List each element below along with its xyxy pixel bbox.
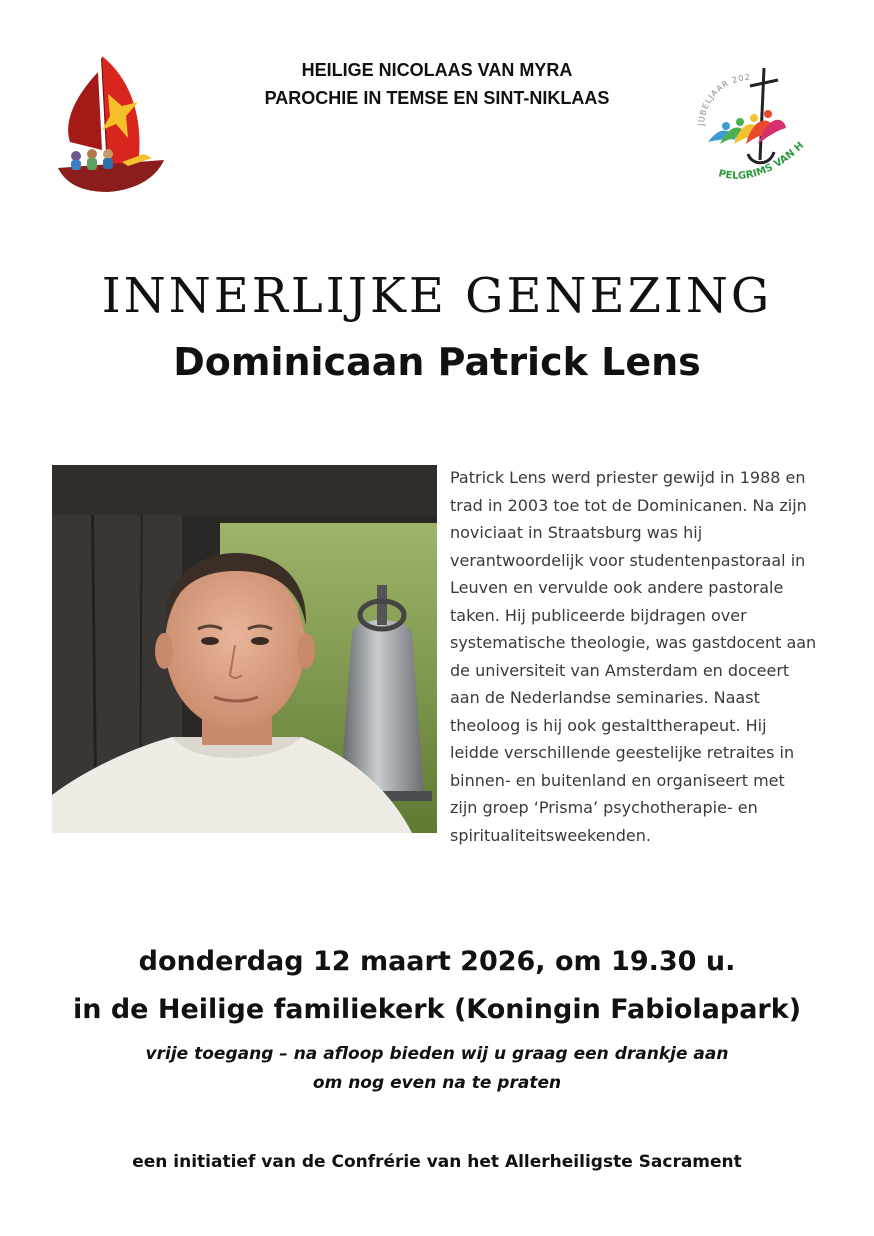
sailboat-logo xyxy=(52,50,172,200)
bio-line: zijn groep ‘Prisma’ psychotherapie- en xyxy=(450,798,758,817)
bio-line: taken. Hij publiceerde bijdragen over xyxy=(450,605,747,625)
jubilee-2025-logo xyxy=(690,64,812,194)
jubilee-motto: PELGRIMS VAN H xyxy=(717,140,807,182)
bio-line: aan de Nederlandse seminaries. Naast xyxy=(450,688,760,707)
parish-location: PAROCHIE IN TEMSE EN SINT-NIKLAAS xyxy=(264,88,610,108)
bio-line: Leuven en vervulde ook andere pastorale xyxy=(450,578,784,597)
bio-line: spiritualiteitsweekenden. xyxy=(450,825,651,845)
portrait-photo xyxy=(52,465,437,833)
speaker-name: Dominicaan Patrick Lens xyxy=(173,340,701,384)
bio-line: trad in 2003 toe tot de Dominicanen. Na zijn xyxy=(450,495,807,515)
note-line: om nog even na te praten xyxy=(312,1073,562,1093)
speaker-bio xyxy=(450,464,830,849)
bio-line: noviciaat in Straatsburg was hij xyxy=(450,523,703,542)
event-datetime: donderdag 12 maart 2026, om 19.30 u. xyxy=(138,946,736,977)
event-location: in de Heilige familiekerk (Koningin Fabiolapark) xyxy=(72,994,802,1025)
parish-name: HEILIGE NICOLAAS VAN MYRA xyxy=(301,60,573,80)
bio-line: theoloog is hij ook gestalttherapeut. Hij xyxy=(450,715,767,735)
bio-line: Patrick Lens werd priester gewijd in 1988 en xyxy=(450,468,806,487)
bio-line: systematische theologie, was gastdocent aan xyxy=(450,633,817,652)
bio-line: verantwoordelijk voor studentenpastoraal in xyxy=(450,550,806,570)
bio-line: leidde verschillende geestelijke retraites in xyxy=(450,743,795,762)
event-title: INNERLIJKE GENEZING xyxy=(101,268,773,324)
initiative-credit: een initiatief van de Confrérie van het Allerheiligste Sacrament xyxy=(132,1152,742,1172)
bio-line: binnen- en buitenland en organiseert met xyxy=(450,770,785,790)
note-line: vrije toegang – na afloop bieden wij u graag een drankje aan xyxy=(145,1044,729,1064)
bio-line: de universiteit van Amsterdam en doceert xyxy=(450,660,790,680)
svg-text:JUBELJAAR 2025 xyxy=(690,64,751,127)
event-note xyxy=(0,1040,874,1098)
jubilee-arc-text: JUBELJAAR 202 xyxy=(696,72,751,127)
